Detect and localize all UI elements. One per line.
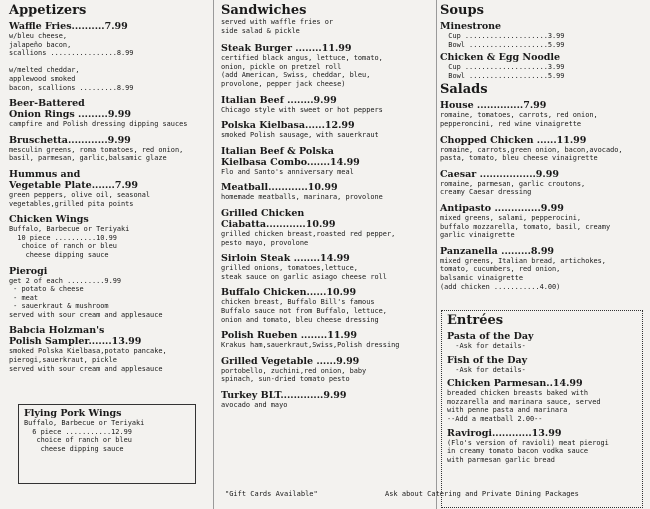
sandwiches-column [221, 4, 436, 415]
menu-item-name: Babcia Holzman's Polish Sampler.......13.99 [9, 325, 142, 348]
menu-item-description: breaded chicken breasts baked with mozzarella and marinara sauce, served with penne pasta and marinara --Add a meatball 2.00-- [447, 389, 601, 423]
menu-item-description: campfire and Polish dressing dipping sauces [9, 120, 188, 129]
menu-item-name: Panzanella .........8.99 [440, 245, 555, 257]
menu-item-description: chicken breast, Buffalo Bill's famous Buffalo sauce not from Buffalo, lettuce, onion and tomato, bleu cheese dressing [221, 298, 387, 324]
entrees-title: Entrées [447, 313, 504, 328]
menu-item-description: (Flo's version of ravioli) meat pierogi in creamy tomato bacon vodka sauce with parmesan garlic bread [447, 438, 609, 464]
menu-item [440, 52, 647, 80]
menu-item-description: avocado and mayo [221, 400, 288, 409]
menu-item-name: Fish of the Day [447, 354, 528, 366]
menu-item-description: mixed greens, Italian bread, artichokes, tomato, cucumbers, red onion, balsamic vinaigrette (add chicken ...........4.00) [440, 256, 606, 291]
menu-item [221, 182, 436, 202]
menu-item [9, 266, 207, 320]
menu-item-description: romaine, carrots,green onion, bacon,avocado, pasta, tomato, bleu cheese vinaigrette [440, 145, 623, 163]
menu-item [9, 214, 207, 259]
menu-item [9, 169, 207, 208]
menu-item-description: Flo and Santo's anniversary meal [221, 167, 354, 176]
menu-item [9, 21, 207, 92]
menu-item-description: portobello, zuchini,red onion, baby spinach, sun-dried tomato pesto [221, 366, 367, 384]
menu-item-description: smoked Polish sausage, with sauerkraut [221, 131, 379, 140]
menu-item-description: certified black angus, lettuce, tomato, onion, pickle on pretzel roll (add American, Swiss, cheddar, bleu, provolone, pepper jack cheese) [221, 54, 383, 88]
menu-item [221, 390, 436, 410]
menu-item-name: Ravirogi............13.99 [447, 427, 562, 439]
column-divider-left [213, 0, 214, 509]
menu-item [440, 246, 647, 291]
menu-item-description: -Ask for details- [447, 342, 526, 350]
menu-item-name: Pasta of the Day [447, 331, 534, 342]
column-divider-right [436, 0, 437, 509]
menu-item-name: Pierogi [9, 265, 48, 277]
appetizers-title: Appetizers [9, 3, 87, 18]
menu-item-description: smoked Polska Kielbasa,potato pancake, pierogi,sauerkraut, pickle served with sour cream and applesauce [9, 347, 167, 373]
menu-item [440, 135, 647, 163]
menu-item [221, 356, 436, 384]
gift-cards-note: "Gift Cards Available" [225, 490, 318, 498]
soups-salads-column [440, 4, 647, 297]
menu-item-description: w/bleu cheese, jalapeño bacon, scallions ................8.99 w/melted cheddar, applewood smoked bacon, scallions .........8.99 [9, 32, 134, 92]
menu-item-name: Steak Burger ........11.99 [221, 43, 352, 55]
menu-item-name: Chicken Wings [9, 214, 89, 226]
menu-item-description: romaine, tomatoes, carrots, red onion, pepperoncini, red wine vinaigrette [440, 111, 598, 128]
menu-item [9, 325, 207, 373]
menu-item [440, 21, 647, 49]
menu-item-name: Bruschetta............9.99 [9, 134, 131, 146]
menu-item [221, 287, 436, 324]
flying-pork-wings-name: Flying Pork Wings [24, 408, 122, 419]
menu-item-name: Chicken & Egg Noodle [440, 52, 561, 64]
menu-item-description: romaine, parmesan, garlic croutons, creamy Caesar dressing [440, 179, 586, 197]
menu-item-description: grilled chicken breast,roasted red pepper, pesto mayo, provolone [221, 229, 396, 247]
sandwiches-title: Sandwiches [221, 3, 307, 18]
menu-item [440, 169, 647, 197]
menu-item-name: Hummus and Vegetable Plate.......7.99 [9, 168, 139, 191]
menu-item-name: Minestrone [440, 21, 502, 32]
menu-item-description: green peppers, olive oil, seasonal vegetables,grilled pita points [9, 190, 151, 208]
entrees-box [441, 310, 643, 508]
menu-item [447, 331, 637, 351]
menu-item [447, 378, 637, 423]
menu-item [447, 355, 637, 375]
menu-item-name: Buffalo Chicken......10.99 [221, 287, 357, 299]
menu-item-name: House ..............7.99 [440, 100, 547, 112]
menu-item-description: get 2 of each .........9.99 - potato & cheese - meat - sauerkraut & mushroom served with sour cream and applesauce [9, 276, 163, 319]
menu-item [9, 98, 207, 129]
menu-item [440, 203, 647, 240]
catering-note: Ask about Catering and Private Dining Packages [385, 490, 579, 498]
menu-item-name: Antipasto ..............9.99 [440, 202, 564, 214]
menu-item-description: homemade meatballs, marinara, provolone [221, 193, 383, 202]
sandwiches-subtitle: served with waffle fries or side salad & pickle [221, 18, 334, 35]
menu-item-name: Chicken Parmesan..14.99 [447, 378, 583, 390]
menu-item-name: Sirloin Steak ........14.99 [221, 253, 350, 265]
menu-item-description: mesculin greens, roma tomatoes, red onion, basil, parmesan, garlic,balsamic glaze [9, 145, 184, 163]
menu-item [221, 253, 436, 281]
menu-item [221, 208, 436, 247]
flying-pork-wings-box [18, 404, 196, 484]
menu-item-name: Beer-Battered Onion Rings .........9.99 [9, 98, 131, 121]
soups-title: Soups [440, 3, 484, 18]
salads-title: Salads [440, 82, 488, 98]
menu-item-description: Cup ....................3.99 Bowl ...................5.99 [448, 63, 565, 80]
menu-item [221, 43, 436, 88]
appetizers-column [9, 4, 207, 379]
menu-item-name: Waffle Fries..........7.99 [9, 21, 128, 32]
flying-pork-wings-desc: Buffalo, Barbecue or Teriyaki 6 piece ...........12.99 choice of ranch or bleu cheese dipping sauce [24, 419, 145, 453]
menu-item [447, 428, 637, 465]
menu-item [9, 135, 207, 163]
menu-item [440, 100, 647, 128]
menu-item-description: Buffalo, Barbecue or Teriyaki 10 piece ..........10.99 choice of ranch or bleu cheese dipping sauce [9, 225, 130, 259]
menu-item [221, 146, 436, 177]
menu-item-name: Caesar .................9.99 [440, 168, 559, 180]
menu-item-description: Krakus ham,sauerkraut,Swiss,Polish dressing [221, 341, 400, 350]
menu-item-name: Polish Rueben ........11.99 [221, 330, 357, 342]
menu-item-description: grilled onions, tomatoes,lettuce, steak sauce on garlic asiago cheese roll [221, 264, 387, 281]
menu-item-description: Chicago style with sweet or hot peppers [221, 105, 383, 114]
menu-item-description: -Ask for details- [447, 365, 526, 374]
menu-item [221, 95, 436, 115]
menu-item [221, 330, 436, 350]
menu-item-name: Turkey BLT.............9.99 [221, 389, 347, 401]
menu-item-name: Grilled Vegetable ......9.99 [221, 355, 360, 367]
menu-item-name: Meatball............10.99 [221, 182, 338, 194]
menu-item-name: Italian Beef & Polska Kielbasa Combo.......14.99 [221, 145, 360, 168]
menu-item-name: Polska Kielbasa......12.99 [221, 120, 355, 132]
menu-item-description: mixed greens, salami, pepperocini, buffalo mozzarella, tomato, basil, creamy garlic vinaigrette [440, 213, 611, 240]
menu-item-description: Cup ....................3.99 Bowl ...................5.99 [448, 32, 565, 49]
menu-item [221, 120, 436, 140]
menu-item-name: Chopped Chicken ......11.99 [440, 134, 587, 146]
menu-item-name: Italian Beef ........9.99 [221, 94, 337, 106]
menu-item-name: Grilled Chicken Ciabatta............10.99 [221, 207, 336, 230]
